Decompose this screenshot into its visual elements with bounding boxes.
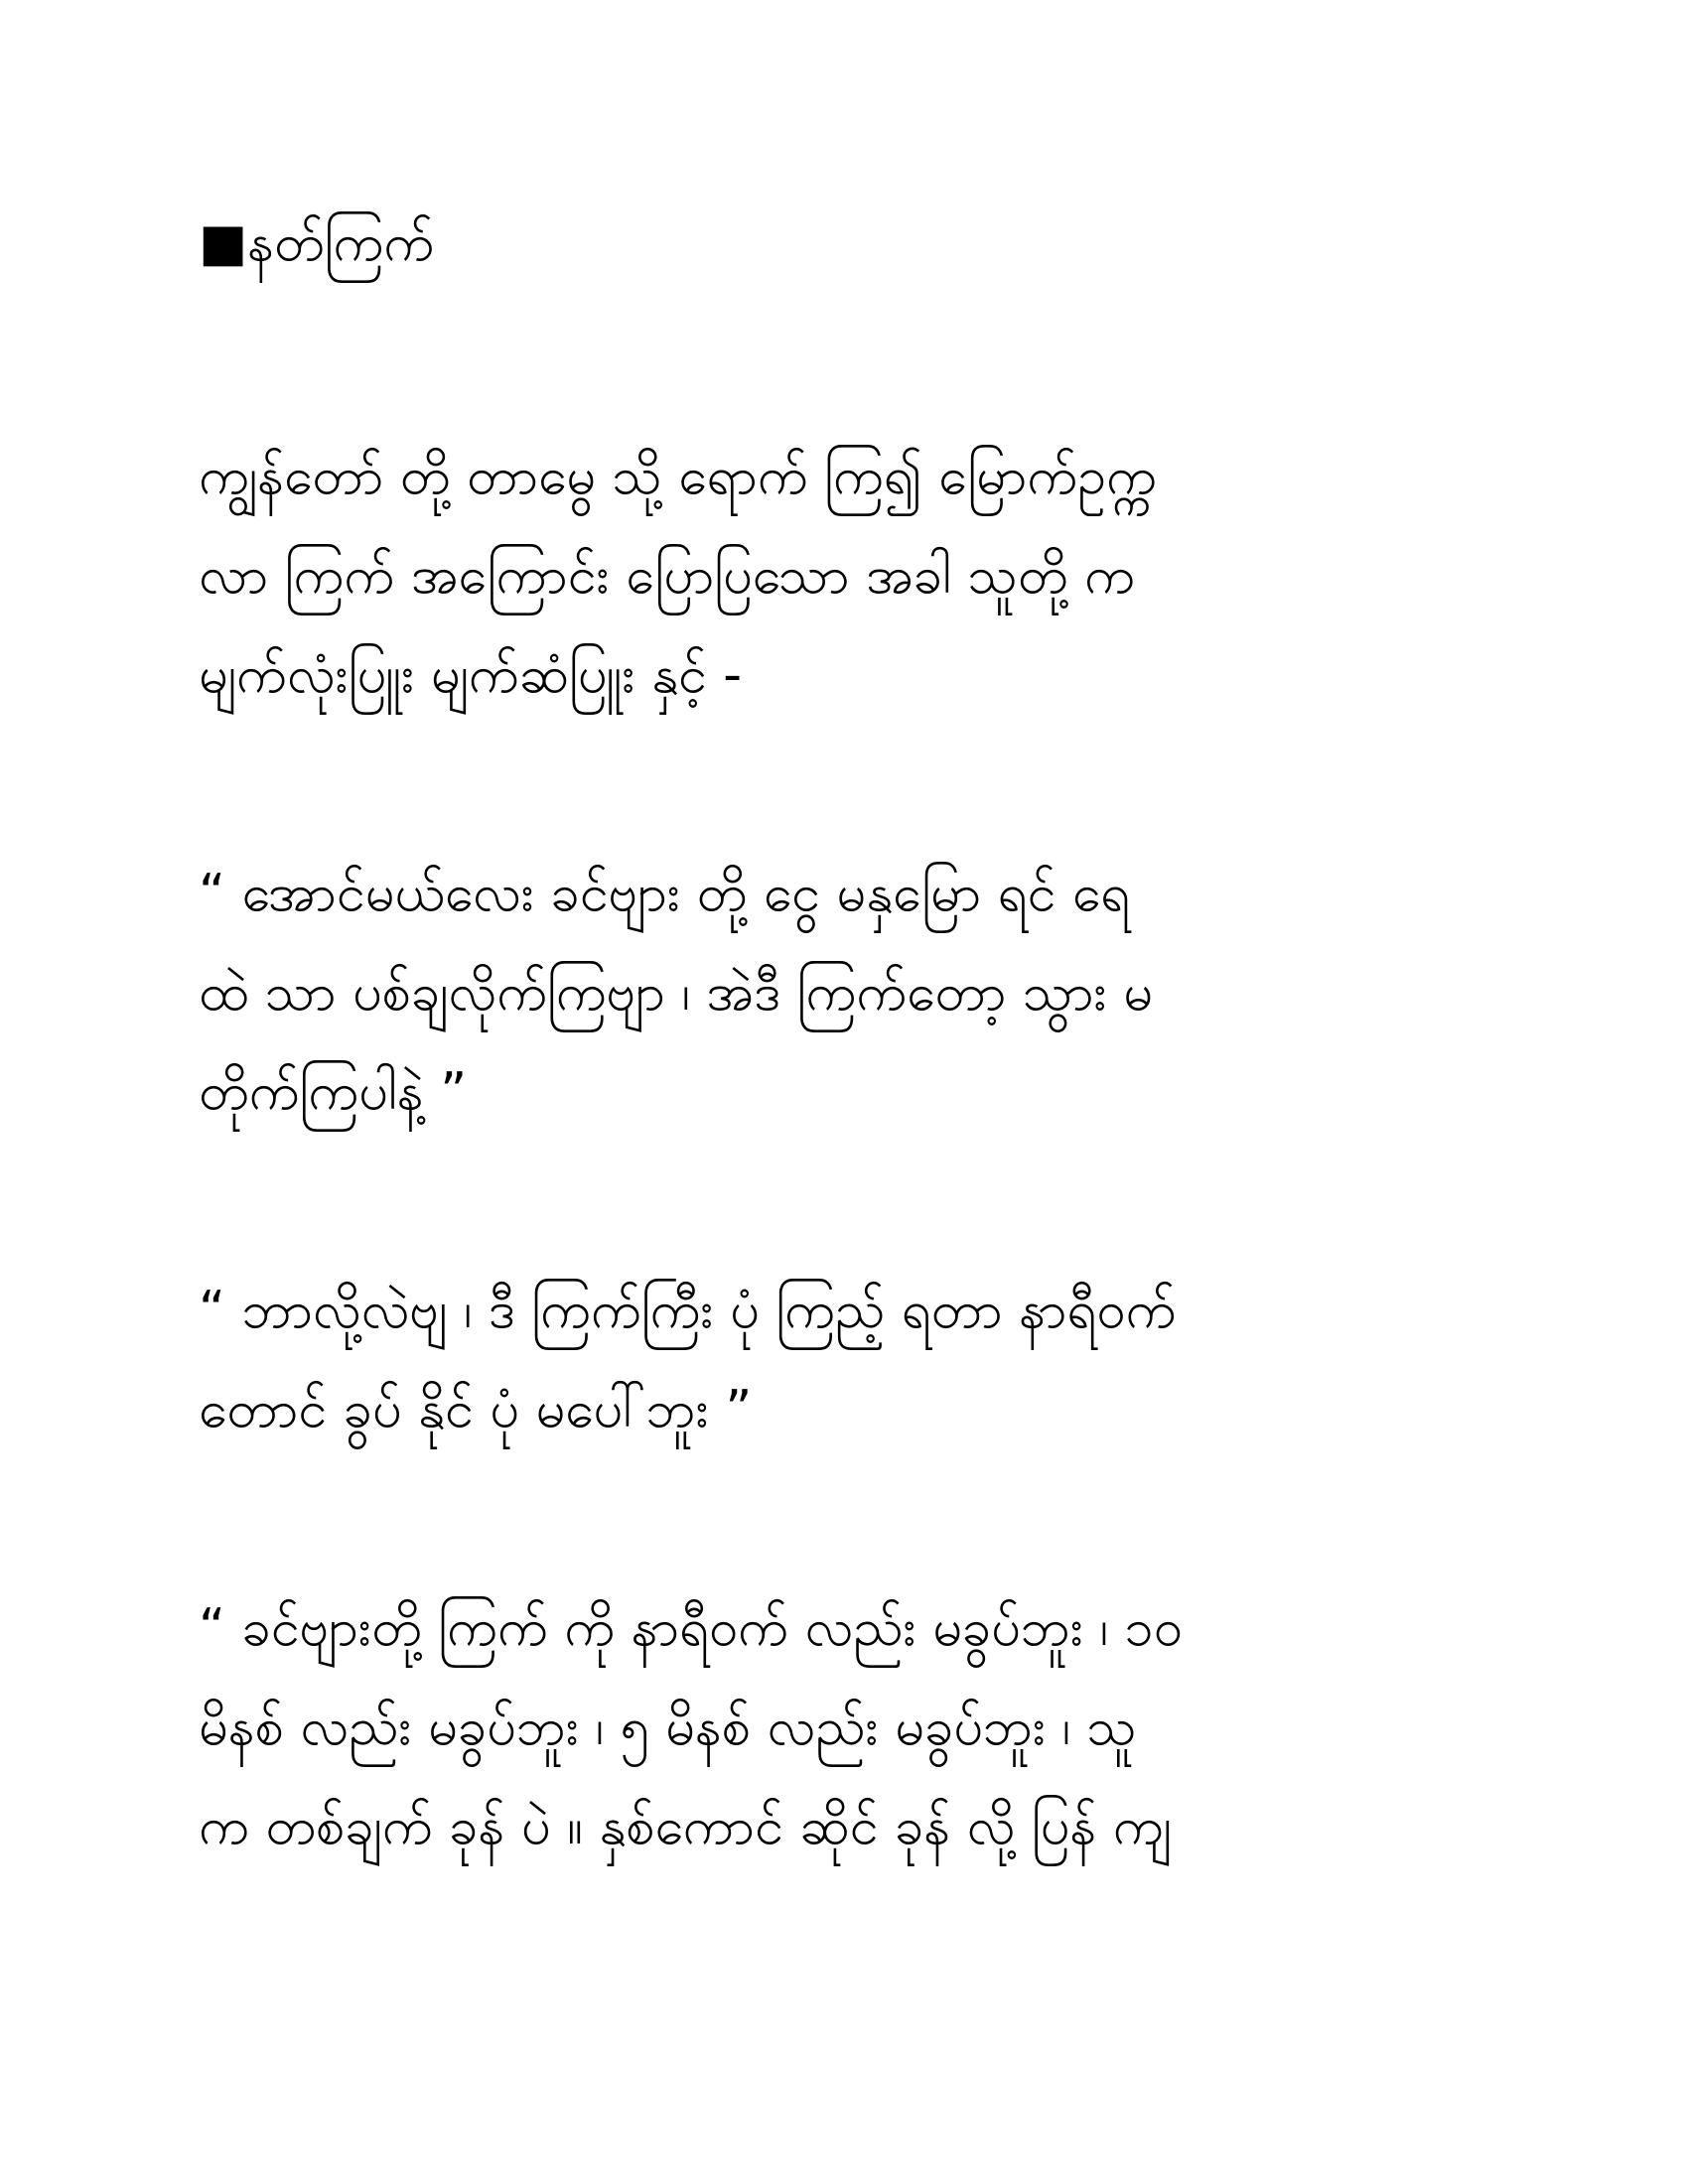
paragraph-line: က တစ်ချက် ခုန် ပဲ ။ နှစ်ကောင် ဆိုင် ခုန် လို့ ပြန် ကျ bbox=[199, 1797, 1172, 1856]
paragraph-3 bbox=[199, 1261, 1489, 1459]
section-heading: ■နတ်ကြက် bbox=[199, 213, 435, 273]
paragraph-line: ထဲ သာ ပစ်ချလိုက်ကြဗျာ ၊ အဲဒီ ကြက်တော့ သွား မ bbox=[199, 963, 1153, 1023]
paragraph-line: မျက်လုံးပြူး မျက်ဆံပြူး နှင့် - bbox=[199, 645, 743, 705]
paragraph-line: ကျွန်တော် တို့ တာမွေ သို့ ရောက် ကြ၍ မြောက်ဥက္က bbox=[199, 447, 1157, 506]
paragraph-2 bbox=[199, 844, 1489, 1142]
paragraph-line: “ အောင်မယ်လေး ခင်ဗျား တို့ ငွေ မနှမြော ရင် ရေ bbox=[199, 864, 1130, 923]
paragraph-line: လာ ကြက် အကြောင်း ပြောပြသော အခါ သူတို့ က bbox=[199, 546, 1135, 606]
paragraph-line: တိုက်ကြပါနဲ့ ” bbox=[199, 1062, 468, 1122]
paragraph-line: တောင် ခွပ် နိုင် ပုံ မပေါ်ဘူး ” bbox=[199, 1380, 753, 1439]
paragraph-line: မိနစ် လည်း မခွပ်ဘူး ၊ ၅ မိနစ် လည်း မခွပ်ဘူး ၊ သူ bbox=[199, 1698, 1137, 1757]
paragraph-line: “ ဘာလို့လဲဗျ ၊ ဒီ ကြက်ကြီး ပုံ ကြည့် ရတာ နာရီဝက် bbox=[199, 1281, 1177, 1340]
paragraph-line: “ ခင်ဗျားတို့ ကြက် ကို နာရီဝက် လည်း မခွပ်ဘူး ၊ ၁၀ bbox=[199, 1598, 1183, 1658]
paragraph-1 bbox=[199, 427, 1489, 725]
paragraph-4 bbox=[199, 1578, 1489, 1876]
